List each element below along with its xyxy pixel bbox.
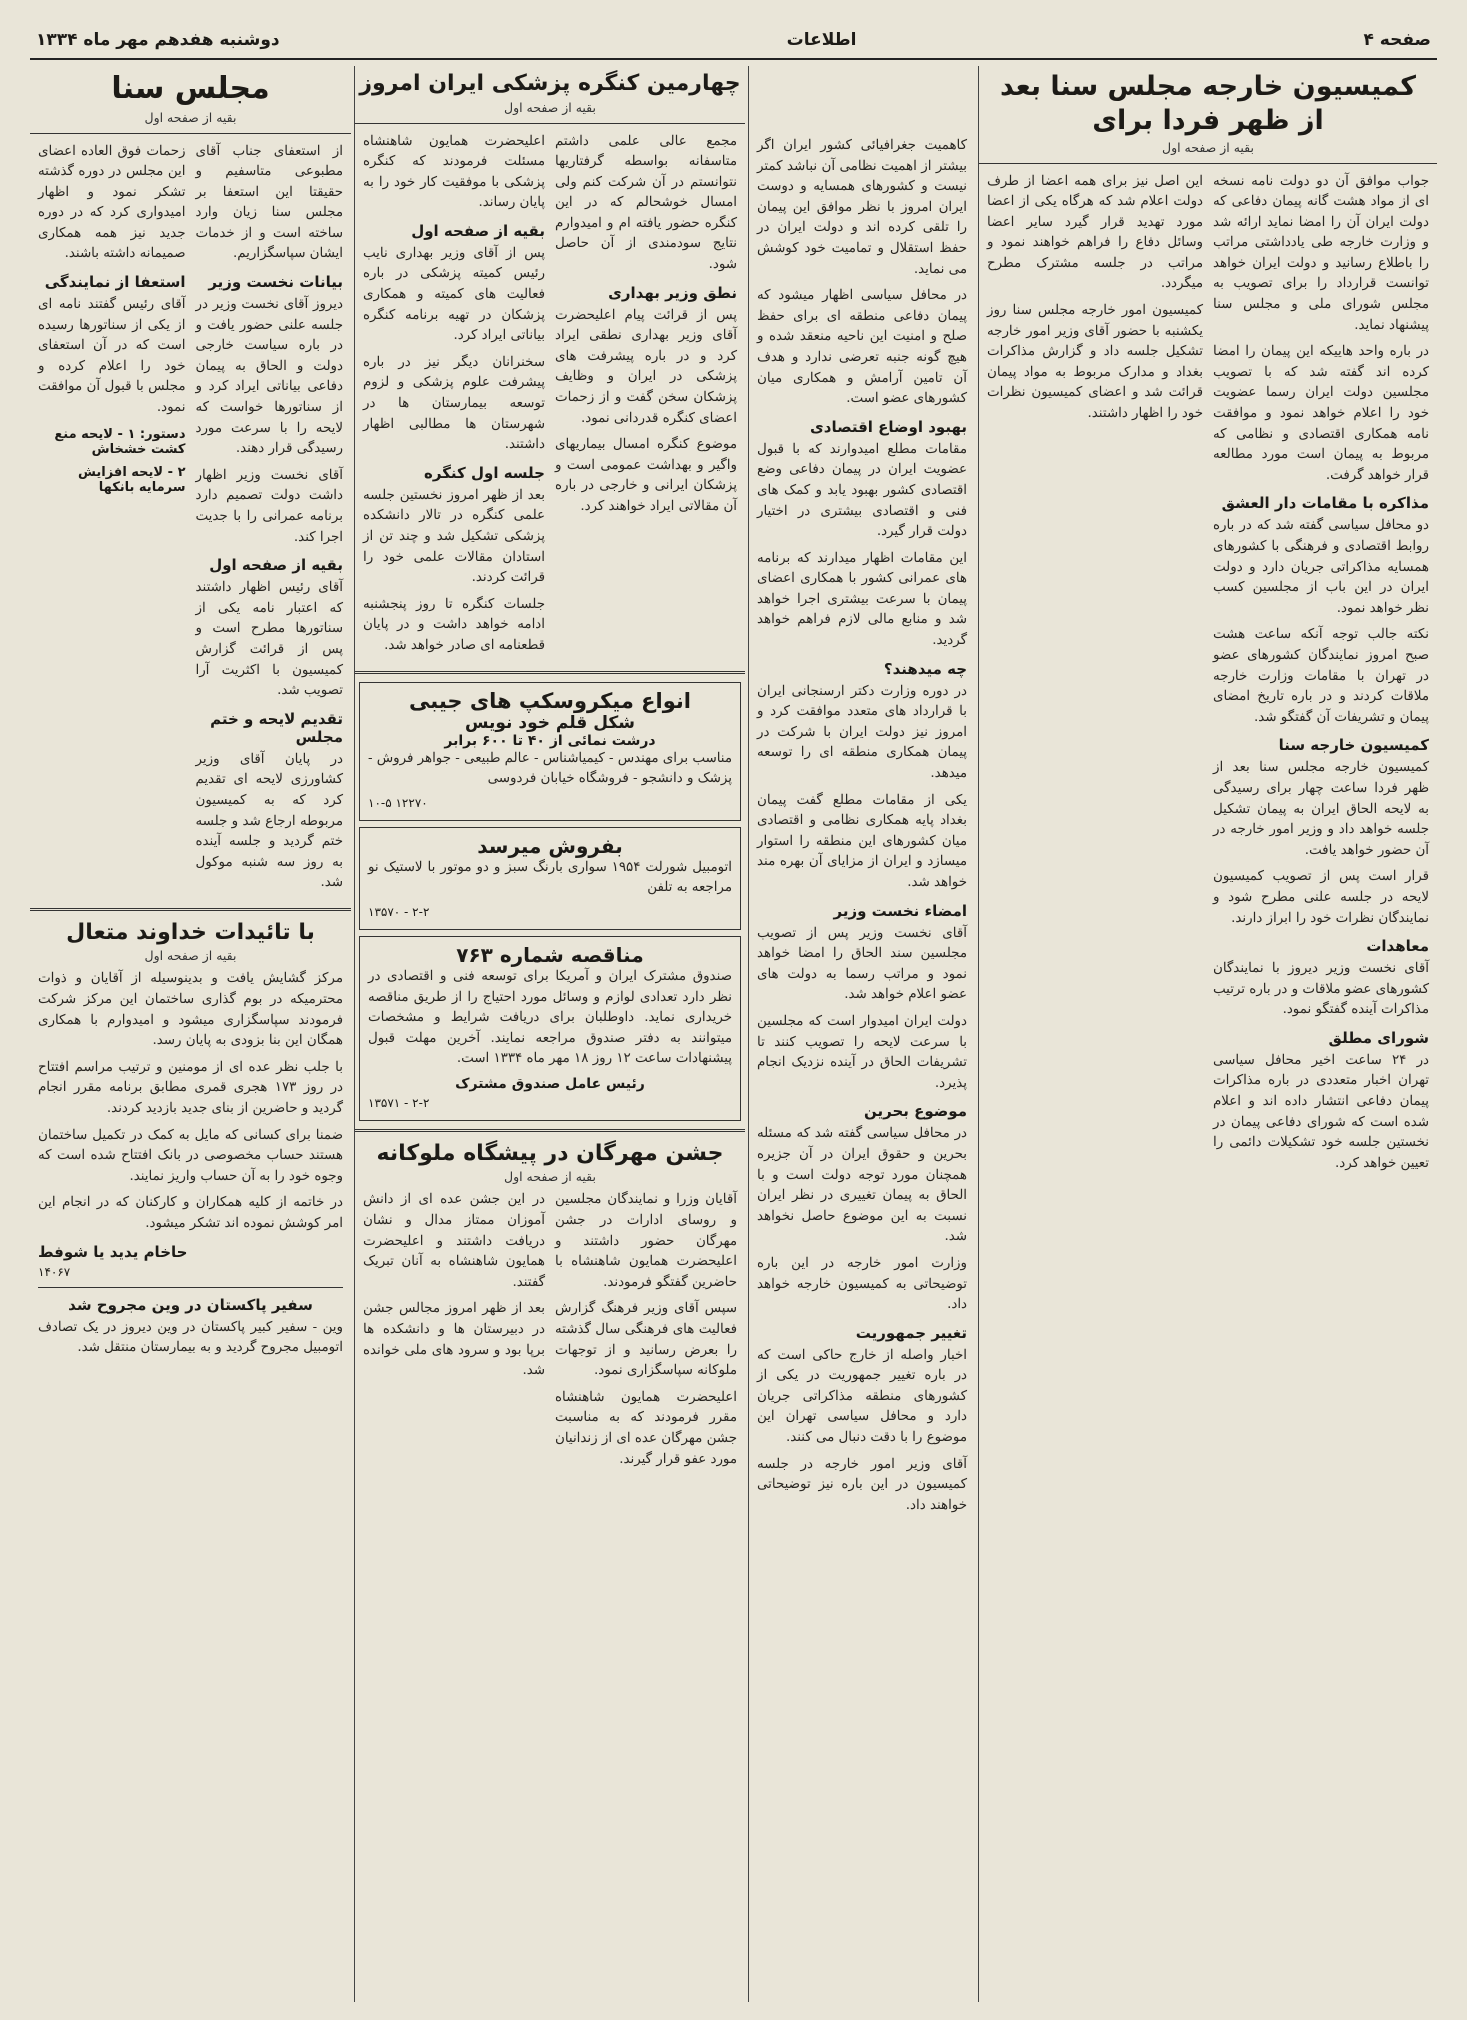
col1-headline: کمیسیون خارجه مجلس سنا بعد از ظهر فردا برای	[1000, 71, 1416, 136]
page-number: صفحه ۴	[1363, 30, 1431, 50]
column-1	[978, 66, 1437, 2002]
col3-headline-2: جشن مهرگان در پیشگاه ملوکانه	[376, 1140, 724, 1166]
paragraph: وین - سفیر کبیر پاکستان در وین دیروز در یک تصادف اتومبیل مجروح گردید و به بیمارستان منتقل شد.	[38, 1319, 343, 1356]
paragraph: آقای وزیر امور خارجه در جلسه کمیسیون در این باره نیز توضیحاتی خواهند داد.	[757, 1456, 967, 1513]
paragraph: آقای نخست وزیر دیروز با نمایندگان کشورهای عضو ملاقات و در باره ترتیب مذاکرات آینده گفتگو نمود.	[1213, 961, 1429, 1018]
subheading: نطق وزیر بهداری	[608, 283, 737, 302]
subheading: تغییر جمهوریت	[855, 1323, 967, 1342]
paragraph: کاهمیت جغرافیائی کشور ایران اگر بیشتر از اهمیت نظامی آن نباشد کمتر نیست و کشورهای همسایه و دوست ایران امروز با نظر موافق این پیمان را تلقی کرده اند و دولت ایران در حفظ استقلال و تمامیت خود کوشش می نماید.	[757, 138, 967, 277]
ad-text: اتومبیل شورلت ۱۹۵۴ سواری بارنگ سبز و دو موتور با لاستیک نو مراجعه به تلفن	[368, 859, 732, 896]
col3-sub: بقیه از صفحه اول	[503, 99, 596, 115]
issue-date: دوشنبه هفدهم مهر ماه ۱۳۳۴	[36, 30, 280, 50]
paragraph: موضوع کنگره امسال بیماریهای واگیر و بهداشت عمومی است و پزشکان ایرانی و خارجی در باره آن مقالاتی ایراد خواهند کرد.	[555, 437, 737, 514]
paragraph: مجمع عالی علمی داشتم متاسفانه بواسطه گرفتاریها نتوانستم در آن شرکت کنم ولی امسال خوشحالم که در این کنگره حضور یافته ام و امیدوارم نتایج سودمندی از آن حاصل شود.	[555, 133, 737, 273]
ad-microscope	[359, 682, 741, 821]
paragraph: زحمات فوق العاده اعضای این مجلس در دوره گذشته تشکر نمود و اظهار امیدواری کرد که در دوره جدید نیز همه همکاری صمیمانه داشته باشند.	[38, 143, 186, 262]
paper-name: اطلاعات	[786, 30, 857, 50]
paragraph: قرار است پس از تصویب کمیسیون لایحه در جلسه علنی مطرح شود و نمایندگان نظرات خود را ابراز دارند.	[1213, 869, 1429, 926]
ad-title: انواع میکروسکپ های جیبی	[409, 688, 691, 713]
subheading: بقیه از صفحه اول	[209, 556, 343, 575]
paragraph: در خاتمه از کلیه همکاران و کارکنان که در انجام این امر کوشش نموده اند تشکر میشود.	[38, 1195, 343, 1231]
paragraph: مقامات مطلع امیدوارند که با قبول عضویت ایران در پیمان دفاعی وضع اقتصادی کشور بهبود یابد و کمک های فنی و اقتصادی بیشتری در اختیار دولت قرار گیرد.	[757, 441, 967, 540]
paragraph: پس از قرائت پیام اعلیحضرت آقای وزیر بهداری نطقی ایراد کرد و در باره پیشرفت های پزشکی در ایران و وظایف پزشکان سخن گفت و از زحمات اعضای کنگره قدردانی نمود.	[555, 307, 737, 426]
agenda-line-1: دستور: ۱ - لایحه منع کشت خشخاش	[54, 426, 186, 457]
paragraph: از استعفای جناب آقای مطبوعی متاسفیم و حقیقتا این استعفا بر مجلس سنا زیان وارد ساخته است و از خدمات ایشان سپاسگزاریم.	[195, 143, 343, 262]
paragraph: بعد از ظهر امروز مجالس جشن در دبیرستان ها و دانشکده ها برپا بود و سرود های ملی خوانده شد.	[363, 1301, 545, 1379]
col1-body	[979, 172, 1437, 1181]
ad-text: مناسب برای مهندس - کیمیاشناس - عالم طبیعی - جواهر فروش - پزشک و دانشجو - فروشگاه خیابان فردوسی	[367, 750, 732, 787]
column-3	[354, 66, 745, 2002]
ad-ref: ۱۰-۵ ۱۲۲۷۰	[368, 795, 428, 810]
ad-ref: ۱۳۵۷۰ - ۲-۲	[368, 904, 430, 919]
paragraph: اعلیحضرت همایون شاهنشاه مقرر فرمودند که به مناسبت جشن مهرگان عده ای از زندانیان مورد عفو قرار گیرند.	[555, 1389, 737, 1467]
paragraph: وزارت امور خارجه در این باره توضیحاتی به کمیسیون خارجه خواهد داد.	[757, 1255, 967, 1313]
paragraph: در این جشن عده ای از دانش آموزان ممتاز مدال و نشان دریافت داشتند و اعلیحضرت همایون شاهنشاه به آنان تبریک گفتند.	[363, 1192, 545, 1290]
paragraph: آقای رئیس گفتند نامه ای از یکی از سناتورها رسیده است که در آن استعفای خود را اعلام کرده و مجلس با قبول آن موافقت نمود.	[38, 297, 186, 416]
subheading: مذاکره با مقامات دار العشق	[1221, 494, 1429, 513]
subheading: تقدیم لایحه و ختم مجلس	[210, 709, 343, 746]
paragraph: در محافل سیاسی اظهار میشود که پیمان دفاعی منطقه ای برای حفظ صلح و امنیت این ناحیه منعقد شده و هیچ گونه جنبه تعرضی ندارد و هدف آن تامین آرامش و همکاری میان کشورهای عضو است.	[757, 288, 967, 407]
paragraph: این مقامات اظهار میدارند که برنامه های عمرانی کشور با همکاری اعضای پیمان با سرعت بیشتری اجرا خواهد شد و منابع مالی لازم فراهم خواهد گردید.	[757, 550, 967, 649]
divider	[355, 1129, 745, 1132]
paragraph: اعلیحضرت همایون شاهنشاه مسئلت فرمودند که کنگره پزشکی با موفقیت کار خود را به پایان رساند.	[363, 133, 545, 211]
subheading: کمیسیون خارجه سنا	[1278, 736, 1429, 755]
news-title: سفیر پاکستان در وین مجروح شد	[68, 1295, 313, 1314]
column-2	[748, 66, 975, 2002]
paragraph: در دوره وزارت دکتر ارسنجانی ایران با قرارداد های متعدد موافقت کرد و امروز نیز دولت ایران با شرکت در پیمان همکاری منطقه ای را توسعه میدهد.	[757, 683, 967, 782]
col4-sub: بقیه از صفحه اول	[144, 109, 237, 125]
agenda-line-2: ۲ - لایحه افزایش سرمایه بانکها	[78, 464, 186, 495]
subheading: معاهدات	[1366, 937, 1429, 956]
col4-sub-2: بقیه از صفحه اول	[144, 948, 237, 964]
paragraph: دو محافل سیاسی گفته شد که در باره روابط اقتصادی و فرهنگی با کشورهای همسایه مذاکراتی جریان دارد و دولت ایران در این باب از مجلسین کسب نظر خواهد نمود.	[1213, 518, 1429, 616]
subheading: بیانات نخست وزیر	[208, 273, 343, 292]
subheading: بقیه از صفحه اول	[411, 221, 545, 240]
subheading: امضاء نخست وزیر	[833, 901, 967, 920]
paragraph: با جلب نظر عده ای از مومنین و ترتیب مراسم افتتاح در روز ۱۷۳ هجری قمری مطابق برنامه مقرر انجام گردید و حاضرین از بنای جدید بازدید کردند.	[38, 1059, 344, 1116]
ad-text: صندوق مشترک ایران و آمریکا برای توسعه فنی و اقتصادی در نظر دارد تعدادی لوازم و وسائل مورد احتیاج را از طریق مناقصه خریداری نماید. داوطلبان برای دریافت شرایط و مشخصات میتوانند به دفتر صندوق مراجعه نمایند. آخرین مهلت قبول پیشنهادات ساعت ۱۲ روز ۱۸ مهر ماه ۱۳۳۴ است.	[368, 968, 732, 1067]
col4-headline-2: با تائیدات خداوند متعال	[66, 919, 315, 945]
paragraph: سخنرانان دیگر نیز در باره پیشرفت علوم پزشکی و لزوم توسعه بیمارستان ها در شهرستان ها مطالبی اظهار داشتند.	[363, 354, 545, 453]
ad-title: مناقصه شماره ۷۶۳	[456, 942, 644, 967]
subheading: بهبود اوضاع اقتصادی	[810, 417, 967, 436]
paragraph: پس از آقای وزیر بهداری نایب رئیس کمیته پزشکی در باره فعالیت های کمیته و همکاری پزشکان در تهیه برنامه کنگره بیاناتی ایراد کرد.	[363, 245, 545, 344]
divider	[38, 1287, 343, 1288]
paragraph: آقای رئیس اظهار داشتند که اعتبار نامه یکی از سناتورها مطرح است و پس از قرائت گزارش کمیسیون با اکثریت آرا تصویب شد.	[195, 580, 343, 699]
divider	[30, 133, 351, 134]
col3-sub-2: بقیه از صفحه اول	[503, 1169, 596, 1185]
subheading: استعفا از نمایندگی	[44, 273, 186, 292]
column-4	[30, 66, 351, 2002]
paragraph: کمیسیون امور خارجه مجلس سنا روز یکشنبه با حضور آقای وزیر امور خارجه تشکیل جلسه داد و گزارش مذاکرات بغداد و مدارک مربوط به مواد پیمان قرائت شد و اعضای کمیسیون نظرات خود را اظهار داشتند.	[987, 303, 1203, 422]
subheading: جلسه اول کنگره	[424, 463, 545, 482]
paragraph: یکی از مقامات مطلع گفت پیمان بغداد پایه همکاری نظامی و اقتصادی میان کشورهای این منطقه را استوار میسازد و ایران از مزایای آن بهره مند خواهد شد.	[757, 792, 967, 890]
masthead	[30, 22, 1437, 60]
subheading: چه میدهند؟	[883, 659, 967, 678]
col4-headline: مجلس سنا	[111, 71, 270, 106]
ad-signature: رئیس عامل صندوق مشترک	[455, 1075, 645, 1092]
paragraph: نکته جالب توجه آنکه ساعت هشت صبح امروز نمایندگان کشورهای عضو در تهران با مقامات وزارت خارجه ملاقات کردند و در باره تاریخ امضای پیمان و تشریفات آن گفتگو شد.	[1213, 627, 1429, 725]
paragraph: آقای نخست وزیر پس از تصویب مجلسین سند الحاق را امضا خواهد نمود و مراتب رسما به دولت های عضو اعلام خواهد شد.	[757, 925, 967, 1003]
divider	[979, 163, 1437, 164]
paragraph: آقایان وزرا و نمایندگان مجلسین و روسای ادارات در جشن مهرگان حضور داشتند و اعلیحضرت همایون شاهنشاه با حاضرین گفتگو فرمودند.	[555, 1192, 737, 1290]
ad-ref: ۱۴۰۶۷	[38, 1264, 71, 1279]
paragraph: دیروز آقای نخست وزیر در جلسه علنی حضور یافت و در باره سیاست خارجی دولت و الحاق به پیمان دفاعی بیاناتی ایراد کرد و از سناتورها خواست که لایحه را با سرعت مورد رسیدگی قرار دهند.	[195, 297, 343, 457]
paragraph: ضمنا برای کسانی که مایل به کمک در تکمیل ساختمان هستند حساب مخصوصی در بانک افتتاح شده است که وجوه خود را به آن حساب واریز نمایند.	[38, 1127, 343, 1184]
paragraph: مرکز گشایش یافت و بدینوسیله از آقایان و ذوات محترمیکه در بوم گذاری ساختمان این مرکز شرکت فرمودند سپاسگزاری میشود و امیدوارم با همکاری همگان این بنا بزودی به پایان رسد.	[38, 971, 343, 1049]
paragraph: جواب موافق آن دو دولت نامه نسخه ای از مواد هشت گانه پیمان دفاعی که دولت ایران آن را امضا نماید ارائه شد و وزارت خارجه طی یادداشتی مراتب را باطلاع رسانید و دولت ایران خواهد توانست قرارداد را برای تصویب به مجلس شورای ملی و مجلس سنا پیشنهاد نماید.	[1213, 173, 1429, 333]
ad-ref: ۱۳۵۷۱ - ۲-۲	[368, 1095, 430, 1110]
divider	[30, 908, 351, 911]
paragraph: در محافل سیاسی گفته شد که مسئله بحرین و حقوق ایران در آن جزیره همچنان مورد توجه دولت است و با الحاق به پیمان تغییری در نظر ایران نسبت به این موضوع حاصل نخواهد شد.	[757, 1126, 967, 1245]
paragraph: دولت ایران امیدوار است که مجلسین با سرعت لایحه را تصویب کنند تا تشریفات الحاق در آینده نزدیک انجام پذیرد.	[757, 1013, 967, 1091]
ad-line: درشت نمائی از ۴۰ تا ۶۰۰ برابر	[444, 732, 656, 749]
subheading: موضوع بحرین	[864, 1102, 967, 1121]
subheading: شورای مطلق	[1328, 1028, 1429, 1047]
signature: حاخام یدید یا شوفط	[38, 1242, 188, 1261]
paragraph: جلسات کنگره تا روز پنجشنبه ادامه خواهد داشت و در پایان قطعنامه ای صادر خواهد شد.	[363, 596, 545, 653]
paragraph: کمیسیون خارجه مجلس سنا بعد از ظهر فردا ساعت چهار برای رسیدگی به لایحه الحاق ایران به پیمان تشکیل جلسه خواهد داد و وزیر امور خارجه در آن حضور خواهد یافت.	[1213, 760, 1429, 858]
paragraph: در ۲۴ ساعت اخیر محافل سیاسی تهران اخبار متعددی در باره مذاکرات پیمان دفاعی انتشار داده اند و اعلام شده است که شورای دفاعی پیمان در نخستین جلسه خود تشکیلات دائمی را تعیین خواهد کرد.	[1213, 1052, 1430, 1171]
paragraph: این اصل نیز برای همه اعضا از طرف دولت اعلام شد که هرگاه یکی از اعضا مورد تهدید قرار گیرد سایر اعضا وسائل دفاع را فراهم خواهند نمود و مراتب در جلسه مشترک مطرح میگردد.	[987, 173, 1203, 292]
col1-sub: بقیه از صفحه اول	[1161, 139, 1254, 155]
ad-car-sale	[359, 827, 741, 930]
col3-headline: چهارمین کنگره پزشکی ایران امروز	[359, 71, 741, 96]
newspaper-page	[30, 22, 1437, 2002]
paragraph: بعد از ظهر امروز نخستین جلسه علمی کنگره در تالار دانشکده پزشکی تشکیل شد و چند تن از استادان مقالات علمی خود را قرائت کردند.	[363, 487, 545, 586]
paragraph: آقای نخست وزیر اظهار داشت دولت تصمیم دارد برنامه عمرانی را با جدیت اجرا کند.	[195, 467, 343, 545]
divider	[355, 671, 745, 674]
paragraph: در پایان آقای وزیر کشاورزی لایحه ای تقدیم کرد که به کمیسیون مربوطه ارجاع شد و جلسه ختم گردید و جلسه آینده به روز سه شنبه موکول شد.	[195, 751, 343, 891]
paragraph: سپس آقای وزیر فرهنگ گزارش فعالیت های فرهنگی سال گذشته را بعرض رسانید و از توجهات ملوکانه سپاسگزاری نمود.	[555, 1301, 737, 1379]
ad-title: بفروش میرسد	[477, 833, 623, 858]
ad-subtitle: شکل قلم خود نویس	[464, 712, 636, 733]
divider	[355, 123, 745, 124]
ad-tender	[359, 936, 741, 1121]
paragraph: در باره واحد هاییکه این پیمان را امضا کرده اند گفته شد که با تصویب مجلسین دولت ایران رسما عضویت خود را اعلام خواهد نمود و موافقت نامه همکاری اقتصادی و نظامی که مربوط به پیمان است مورد مطالعه قرار خواهد گرفت.	[1213, 344, 1429, 483]
paragraph: اخبار واصله از خارج حاکی است که در باره تغییر جمهوریت در یکی از کشورهای منطقه مذاکراتی جریان دارد و محافل سیاسی تهران این موضوع را با دقت دنبال می کنند.	[757, 1347, 967, 1446]
